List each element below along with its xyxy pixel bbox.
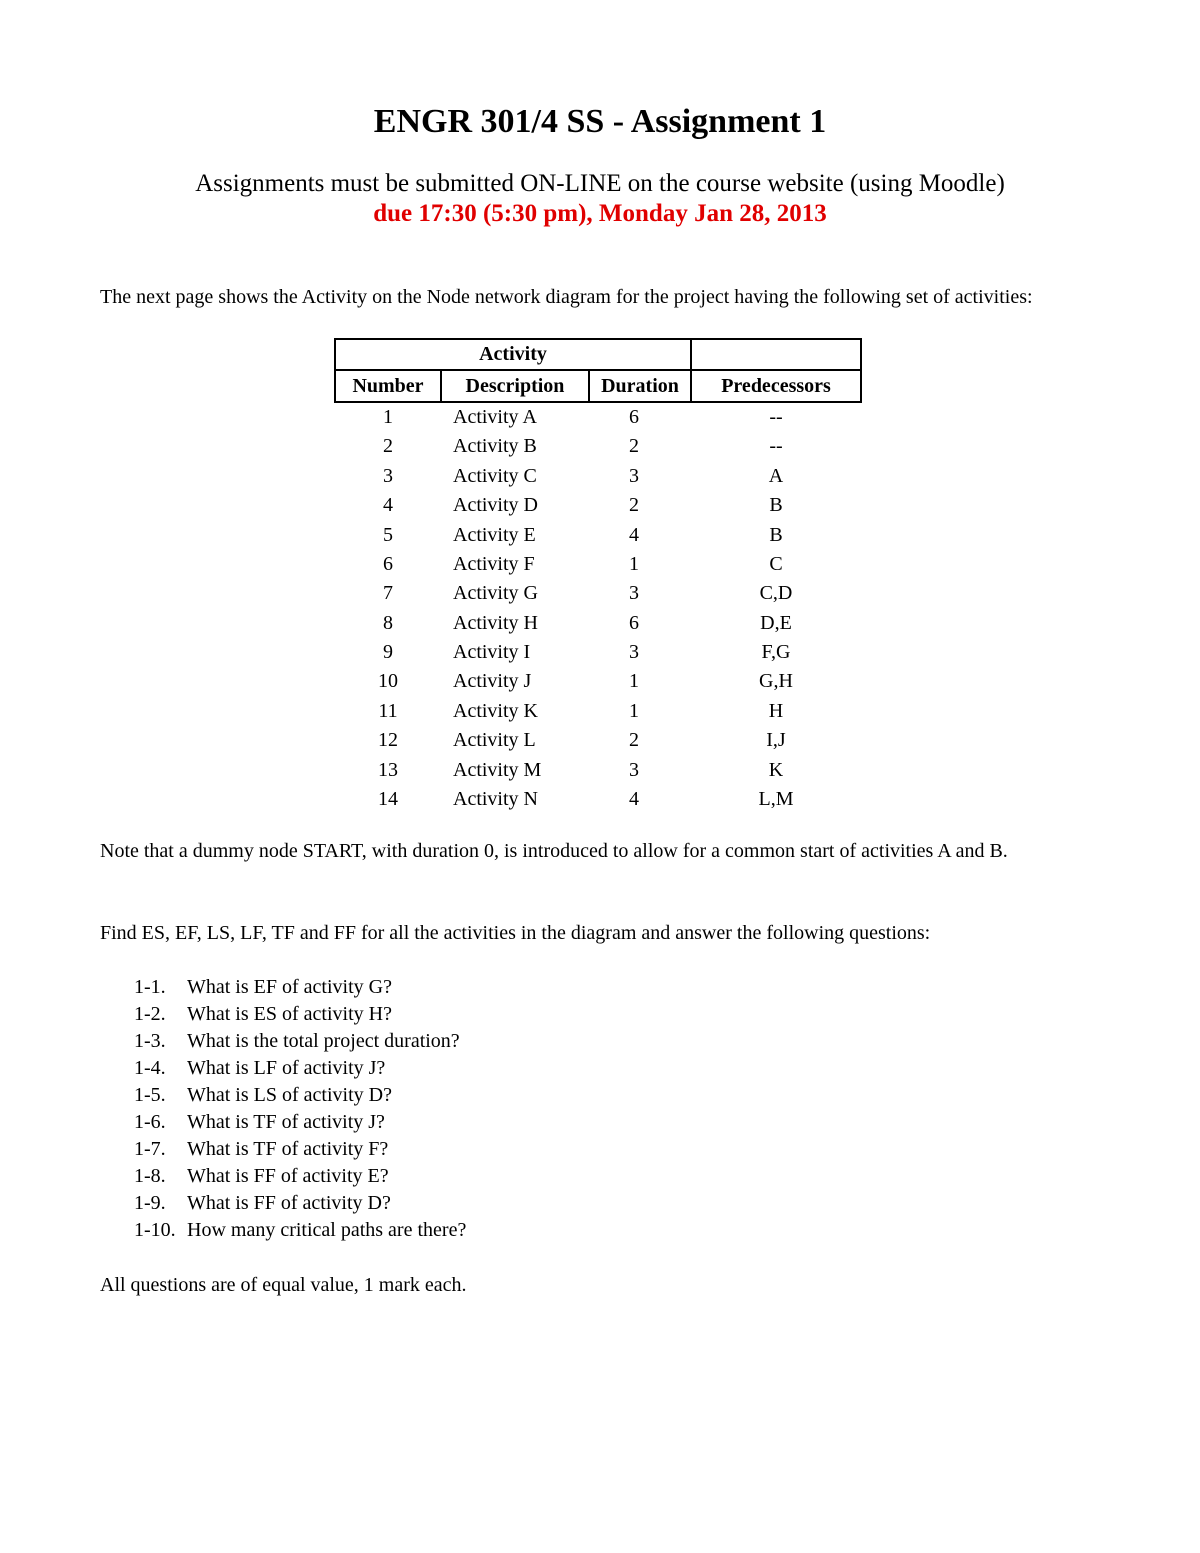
activity-predecessors: F,G — [761, 641, 791, 664]
table-row — [335, 520, 861, 549]
activity-duration: 3 — [629, 582, 639, 605]
activity-predecessors: B — [769, 494, 783, 517]
activity-description: Activity M — [453, 758, 542, 781]
activity-predecessors: B — [769, 523, 783, 546]
activity-number: 6 — [383, 552, 393, 575]
question-number: 1-1. — [134, 976, 166, 998]
question-text: What is EF of activity G? — [187, 976, 392, 998]
activity-predecessors: A — [768, 464, 784, 487]
activity-number: 8 — [383, 611, 393, 634]
activity-table — [334, 338, 862, 814]
activity-duration: 3 — [629, 464, 639, 487]
activity-predecessors: K — [768, 758, 784, 781]
question-list — [134, 974, 466, 1244]
activity-predecessors: -- — [769, 405, 783, 428]
activity-description: Activity E — [453, 523, 536, 546]
question-text: What is FF of activity D? — [187, 1192, 391, 1214]
table-group-header-row — [335, 339, 861, 370]
activity-number: 10 — [378, 670, 398, 693]
activity-description: Activity A — [453, 405, 537, 428]
question-text: What is TF of activity J? — [187, 1111, 385, 1133]
activity-description: Activity J — [453, 670, 532, 693]
activity-predecessors: H — [768, 699, 784, 722]
activity-description: Activity N — [453, 788, 538, 811]
question-number: 1-7. — [134, 1138, 166, 1160]
activity-duration: 2 — [629, 729, 639, 752]
activity-description: Activity K — [453, 699, 538, 722]
question-text: What is LF of activity J? — [187, 1057, 386, 1079]
activity-predecessors: G,H — [759, 670, 793, 693]
question-text: What is ES of activity H? — [187, 1003, 392, 1025]
table-row — [335, 785, 861, 814]
activity-description: Activity G — [453, 582, 538, 605]
table-row — [335, 755, 861, 784]
activity-duration: 1 — [629, 670, 639, 693]
activity-predecessors: C — [769, 552, 783, 575]
activity-description: Activity H — [453, 611, 538, 634]
column-header-number: Number — [335, 370, 441, 401]
question-item — [134, 1028, 466, 1055]
question-item — [134, 1217, 466, 1244]
question-item — [134, 1001, 466, 1028]
question-number: 1-8. — [134, 1165, 166, 1187]
table-row — [335, 402, 861, 432]
table-row — [335, 609, 861, 638]
activity-duration: 2 — [629, 435, 639, 458]
activity-duration: 3 — [629, 641, 639, 664]
question-number: 1-10. — [134, 1219, 176, 1241]
activity-duration: 6 — [629, 405, 639, 428]
question-number: 1-4. — [134, 1057, 166, 1079]
activity-predecessors: I,J — [766, 729, 786, 752]
activity-number: 4 — [383, 494, 393, 517]
question-item — [134, 1136, 466, 1163]
activity-number: 12 — [378, 729, 398, 752]
activity-duration: 3 — [629, 758, 639, 781]
column-header-duration: Duration — [589, 370, 691, 401]
table-row — [335, 667, 861, 696]
table-row — [335, 550, 861, 579]
activity-number: 2 — [383, 435, 393, 458]
activity-number: 5 — [383, 523, 393, 546]
question-item — [134, 1082, 466, 1109]
question-number: 1-3. — [134, 1030, 166, 1052]
due-date: due 17:30 (5:30 pm), Monday Jan 28, 2013 — [373, 200, 827, 227]
activity-description: Activity F — [453, 552, 535, 575]
question-item — [134, 1109, 466, 1136]
question-number: 1-2. — [134, 1003, 166, 1025]
question-item — [134, 1055, 466, 1082]
question-text: How many critical paths are there? — [187, 1219, 467, 1241]
instructions-paragraph: Find ES, EF, LS, LF, TF and FF for all the activities in the diagram and answer the following questions: — [100, 922, 931, 944]
note-paragraph: Note that a dummy node START, with duration 0, is introduced to allow for a common start of activities A and B. — [100, 840, 1008, 862]
activity-duration: 2 — [629, 494, 639, 517]
table-row — [335, 697, 861, 726]
question-text: What is the total project duration? — [187, 1030, 460, 1052]
activity-number: 11 — [378, 699, 398, 722]
activity-predecessors: L,M — [758, 788, 794, 811]
table-column-header-row — [335, 370, 861, 401]
table-row — [335, 462, 861, 491]
activity-description: Activity L — [453, 729, 536, 752]
empty-header-cell — [691, 339, 861, 370]
activity-description: Activity D — [453, 494, 538, 517]
submission-instructions: Assignments must be submitted ON-LINE on the course website (using Moodle) — [195, 170, 1005, 197]
column-header-predecessors: Predecessors — [691, 370, 861, 401]
activity-group-header: Activity — [335, 339, 691, 370]
activity-description: Activity C — [453, 464, 537, 487]
question-number: 1-5. — [134, 1084, 166, 1106]
activity-duration: 4 — [629, 523, 639, 546]
activity-number: 3 — [383, 464, 393, 487]
question-text: What is FF of activity E? — [187, 1165, 389, 1187]
intro-paragraph: The next page shows the Activity on the Node network diagram for the project having the following set of activities: — [100, 286, 1033, 308]
question-number: 1-6. — [134, 1111, 166, 1133]
activity-predecessors: -- — [769, 435, 783, 458]
question-item — [134, 1163, 466, 1190]
activity-description: Activity I — [453, 641, 531, 664]
activity-number: 14 — [378, 788, 398, 811]
table-row — [335, 638, 861, 667]
activity-number: 7 — [383, 582, 393, 605]
page-title: ENGR 301/4 SS - Assignment 1 — [373, 103, 827, 140]
table-body — [335, 402, 861, 814]
activity-number: 13 — [378, 758, 398, 781]
column-header-description: Description — [441, 370, 589, 401]
question-item — [134, 1190, 466, 1217]
activity-duration: 1 — [629, 552, 639, 575]
question-text: What is TF of activity F? — [187, 1138, 389, 1160]
activity-description: Activity B — [453, 435, 537, 458]
activity-duration: 4 — [629, 788, 639, 811]
activity-number: 1 — [383, 405, 393, 428]
table-row — [335, 726, 861, 755]
question-number: 1-9. — [134, 1192, 166, 1214]
activity-predecessors: D,E — [760, 611, 792, 634]
activity-predecessors: C,D — [759, 582, 793, 605]
activity-duration: 1 — [629, 699, 639, 722]
marks-note: All questions are of equal value, 1 mark each. — [100, 1274, 467, 1296]
table-row — [335, 579, 861, 608]
activity-duration: 6 — [629, 611, 639, 634]
question-text: What is LS of activity D? — [187, 1084, 392, 1106]
question-item — [134, 974, 466, 1001]
table-row — [335, 432, 861, 461]
table-row — [335, 491, 861, 520]
activity-number: 9 — [383, 641, 393, 664]
